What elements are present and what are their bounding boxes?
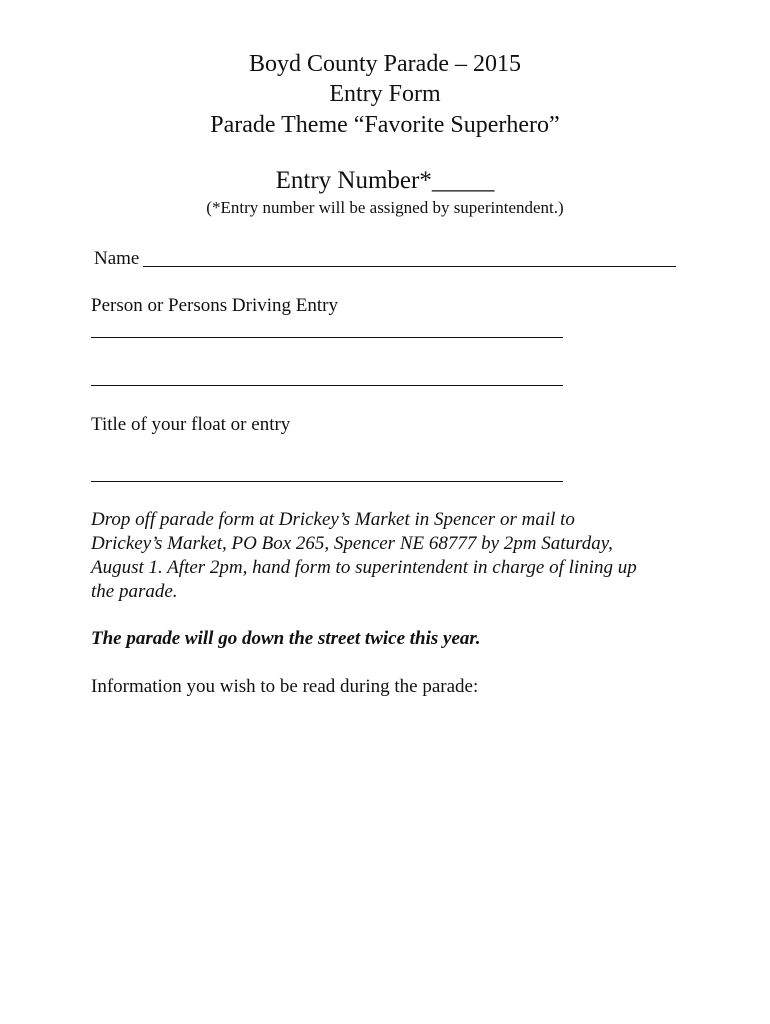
drivers-field-line-2[interactable] — [91, 385, 563, 386]
instruction-line: the parade. — [91, 581, 178, 602]
form-title: Boyd County Parade – 2015 — [249, 51, 521, 77]
entry-number-label: Entry Number*_____ — [275, 167, 495, 194]
float-title-label: Title of your float or entry — [91, 414, 291, 435]
drivers-field-line-1[interactable] — [91, 337, 563, 338]
instruction-line: Drickey’s Market, PO Box 265, Spencer NE 68777 by 2pm Saturday, — [91, 533, 613, 554]
form-subtitle: Entry Form — [329, 81, 441, 107]
drivers-label: Person or Persons Driving Entry — [91, 295, 338, 316]
entry-number-note: (*Entry number will be assigned by superintendent.) — [206, 198, 564, 217]
instruction-line: August 1. After 2pm, hand form to superintendent in charge of lining up — [91, 557, 637, 578]
parade-route-note: The parade will go down the street twice this year. — [91, 628, 481, 649]
info-label: Information you wish to be read during the parade: — [91, 676, 479, 697]
instruction-line: Drop off parade form at Drickey’s Market in Spencer or mail to — [91, 509, 575, 530]
parade-theme: Parade Theme “Favorite Superhero” — [210, 112, 560, 138]
drop-off-instructions — [91, 508, 711, 604]
float-title-field-line[interactable] — [91, 481, 563, 482]
name-field-line[interactable] — [143, 266, 676, 267]
name-label: Name — [94, 248, 140, 269]
